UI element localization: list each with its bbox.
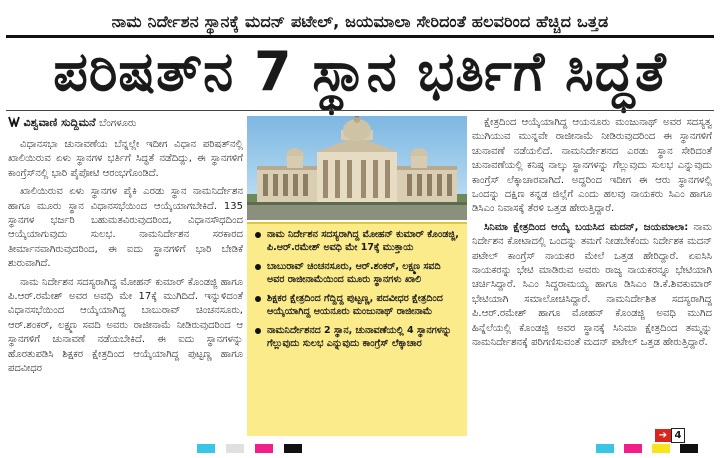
highlight-item	[253, 324, 461, 350]
right-paragraph-text: ನಾಮ ನಿರ್ದೇಶನ ಕೋಟಾದಲ್ಲಿ ಒಂದನ್ನು ತಮಗೆ ನೀಡಬೇಕೆಂದು ನಿರ್ದೇಶಕ ಮದನ್ ಪಟೇಲ್ ಕಾಂಗ್ರೆಸ್ ನಾಯಕರ ಮೇಲೆ ಒತ್ತಡ ಹೇರಿದ್ದಾರೆ. ಏಐಸಿಸಿ ನಾಯಕರನ್ನು ಭೇಟಿ ಮಾಡಿರುವ ಅವರು ರಾಜ್ಯ ನಾಯಕರನ್ನೂ ಭೇಟಿಯಾಗಿ ಚರ್ಚಿಸಿದ್ದಾರೆ. ಸಿಎಂ ಸಿದ್ದರಾಮಯ್ಯ ಹಾಗೂ ಡಿಸಿಎಂ ಡಿ.ಕೆ.ಶಿವಕುಮಾರ್ ಭೇಟಿಯಾಗಿ ಸಮಾಲೋಚಿಸಿದ್ದಾರೆ. ನಾಮನಿರ್ದೇಶಿತ ಸದಸ್ಯರಾಗಿದ್ದ ಪಿ.ಆರ್.ರಮೇಶ್ ಹಾಗೂ ಮೋಹನ್ ಕೊಂಡಜ್ಜಿ ಅವಧಿ ಮುಗಿದ ಹಿನ್ನೆಲೆಯಲ್ಲಿ ಕೊಂಡಜ್ಜಿ ಅವರ ಸ್ಥಾನಕ್ಕೆ ಸಿನಿಮಾ ಕ್ಷೇತ್ರದಿಂದ ತಮ್ಮನ್ನು ನಾಮನಿರ್ದೇಶನಕ್ಕೆ ಪರಿಗಣಿಸುವಂತೆ ಮದನ್ ಪಟೇಲ್ ಒತ್ತಡ ಹೇರುತ್ತಿದ್ದಾರೆ.	[472, 221, 712, 349]
bullet-icon	[255, 296, 261, 302]
registration-bar-black-2	[680, 444, 698, 453]
byline	[8, 116, 243, 134]
left-column	[8, 138, 243, 434]
registration-bar-yellow	[652, 444, 670, 453]
right-paragraph: ಕ್ಷೇತ್ರದಿಂದ ಆಯ್ಕೆಯಾಗಿದ್ದ ಆಯನೂರು ಮಂಜುನಾಥ್ ಅವರ ಸದಸ್ಯತ್ವ ಮುಗಿಯುವ ಮುನ್ನವೇ ರಾಜೀನಾಮೆ ನೀಡಿರುವುದರಿಂದ ಈ ಸ್ಥಾನಗಳಿಗೆ ಚುನಾವಣೆ ನಡೆಯಲಿದೆ. ನಾಮನಿರ್ದೇಶನದ ಎರಡು ಸ್ಥಾನ ಸೇರಿದಂತೆ ಚುನಾವಣೆಯಲ್ಲಿ ಕನಿಷ್ಠ ನಾಲ್ಕು ಸ್ಥಾನಗಳನ್ನು ಗೆಲ್ಲುವುದು ಸುಲಭ ಎನ್ನುವುದು ಕಾಂಗ್ರೆಸ್ ಲೆಕ್ಕಾಚಾರವಾಗಿದೆ. ಅದ್ದರಿಂದ ಇದೀಗ ಈ ಆರು ಸ್ಥಾನಗಳಲ್ಲಿ ಒಂದನ್ನು ದಕ್ಷಿಣ ಕನ್ನಡ ಜಿಲ್ಲೆಗೆ ಎಂದು ಹಲವು ನಾಯಕರು ಸಿಎಂ ಹಾಗೂ ಡಿಸಿಎಂ ನಿವಾಸಕ್ಕೆ ತೆರಳಿ ಒತ್ತಡ ಹೇರುತ್ತಿದ್ದಾರೆ.	[472, 117, 712, 215]
divider	[6, 110, 714, 111]
right-column	[472, 116, 712, 434]
registration-bar-magenta-2	[624, 444, 642, 453]
bullet-icon	[255, 328, 261, 334]
left-paragraph: ವಿಧಾನಸಭಾ ಚುನಾವಣೆಯ ಬೆನ್ನಲ್ಲೇ ಇದೀಗ ವಿಧಾನ ಪರಿಷತ್‌ನಲ್ಲಿ ಖಾಲಿಯಿರುವ ಏಳು ಸ್ಥಾನಗಳ ಭರ್ತಿಗೆ ಸಿದ್ಧತೆ ನಡೆದಿದ್ದು, ಈ ಸ್ಥಾನಗಳಿಗೆ ಕಾಂಗ್ರೆಸ್‌ನಲ್ಲಿ ಭಾರಿ ಪೈಪೋಟಿ ಆರಂಭಗೊಂಡಿದೆ.	[8, 139, 243, 179]
highlight-item	[253, 292, 461, 318]
highlight-text: ನಾಮನಿರ್ದೇಶನದ 2 ಸ್ಥಾನ, ಚುನಾವಣೆಯಲ್ಲಿ 4 ಸ್ಥಾನಗಳನ್ನು ಗೆಲ್ಲುವುದು ಸುಲಭ ಎನ್ನುವುದು ಕಾಂಗ್ರೆಸ್ ಲೆಕ್ಕಾಚಾರ	[267, 325, 452, 349]
headline: ಪರಿಷತ್‌ನ 7 ಸ್ಥಾನ ಭರ್ತಿಗೆ ಸಿದ್ಧತೆ	[53, 40, 667, 103]
left-paragraph: ನಾಮ ನಿರ್ದೇಶನ ಸದಸ್ಯರಾಗಿದ್ದ ಮೋಹನ್ ಕುಮಾರ್ ಕೊಂಡಜ್ಜಿ ಹಾಗೂ ಪಿ.ಆರ್.ರಮೇಶ್ ಅವರ ಅವಧಿ ಮೇ 17ಕ್ಕೆ ಮುಗಿದಿದೆ. ಇನ್ನುಳಿದಂತೆ ವಿಧಾನಸಭೆಯಿಂದ ಆಯ್ಕೆಯಾಗಿದ್ದ ಬಾಬುರಾವ್ ಚಿಂಚನಸೂರು, ಆರ್.ಶಂಕರ್, ಲಕ್ಷ್ಮಣ ಸವದಿ ಅವರು ರಾಜೀನಾಮೆ ನೀಡಿರುವುದರಿಂದ ಆ ಸ್ಥಾನಗಳಿಗೆ ಚುನಾವಣೆ ನಡೆಯಬೇಕಿದೆ. ಈ ಐದು ಸ್ಥಾನಗಳನ್ನು ಹೊರತುಪಡಿಸಿ ಶಿಕ್ಷಕರ ಕ್ಷೇತ್ರದಿಂದ ಆಯ್ಕೆಯಾಗಿದ್ದ ಪುಟ್ಟಣ್ಣ ಹಾಗೂ ಪದವೀಧರ	[8, 276, 243, 375]
page-number: 4	[671, 428, 685, 443]
page-arrow-icon: ➔	[655, 429, 671, 442]
byline-author: ವಿಶ್ವವಾಣಿ ಸುದ್ದಿಮನೆ	[23, 116, 96, 129]
kicker: ನಾಮ ನಿರ್ದೇಶನ ಸ್ಥಾನಕ್ಕೆ ಮದನ್ ಪಟೇಲ್, ಜಯಮಾಲಾ ಸೇರಿದಂತೆ ಹಲವರಿಂದ ಹೆಚ್ಚಿದ ಒತ್ತಡ	[111, 12, 609, 31]
registration-bar-cyan-2	[596, 444, 614, 453]
subhead: ಸಿನಿಮಾ ಕ್ಷೇತ್ರದಿಂದ ಆಯ್ಕೆ ಬಯಸಿದ ಮದನ್, ಜಯಮಾಲಾ:	[484, 221, 689, 233]
left-paragraph: ಖಾಲಿಯಿರುವ ಏಳು ಸ್ಥಾನಗಳ ಪೈಕಿ ಎರಡು ಸ್ಥಾನ ನಾಮನಿರ್ದೇಶನ ಹಾಗೂ ಮೂರು ಸ್ಥಾನ ವಿಧಾನಸಭೆಯಿಂದ ಆಯ್ಕೆಯಾಗಬೇಕಿದೆ. 135 ಸ್ಥಾನಗಳ ಭರ್ಜರಿ ಬಹುಮತವಿರುವುದರಿಂದ, ವಿಧಾನಸೌಧದಿಂದ ಆಯ್ಕೆಯಾಗುವುದು ಸುಲಭ. ನಾಮನಿರ್ದೇಶನ ಸರಕಾರದ ತೀರ್ಮಾನವಾಗಿರುವುದರಿಂದ, ಈ ಐದು ಸ್ಥಾನಗಳಿಗೆ ಭಾರಿ ಬೇಡಿಕೆ ಶುರುವಾಗಿದೆ.	[8, 186, 243, 270]
byline-logo-icon	[8, 116, 24, 129]
bullet-icon	[255, 232, 261, 238]
registration-bar-gray	[226, 444, 244, 453]
registration-bar-black	[284, 444, 302, 453]
registration-bar-magenta	[255, 444, 273, 453]
bullet-icon	[255, 264, 261, 270]
highlight-text: ಬಾಬುರಾವ್ ಚಿಂಚನಸೂರು, ಆರ್.ಶಂಕರ್, ಲಕ್ಷ್ಮಣ ಸವದಿ ಅವರ ರಾಜೀನಾಮೆಯಿಂದ ಮೂರು ಸ್ಥಾನಗಳು ಖಾಲಿ	[267, 261, 441, 285]
highlights-list	[253, 228, 461, 350]
highlight-item	[253, 260, 461, 286]
highlight-text: ಶಿಕ್ಷಕರ ಕ್ಷೇತ್ರದಿಂದ ಗೆದ್ದಿದ್ದ ಪುಟ್ಟಣ್ಣ, ಪದವೀಧರ ಕ್ಷೇತ್ರದಿಂದ ಆಯ್ಕೆಯಾಗಿದ್ದ ಆಯನೂರು ಮಂಜುನಾಥ್ ರಾಜೀನಾಮೆ	[267, 293, 443, 317]
highlight-item	[253, 228, 461, 254]
highlights-box	[247, 222, 467, 436]
byline-city: ಬೆಂಗಳೂರು	[99, 118, 137, 129]
right-paragraph-2	[472, 221, 712, 351]
vidhana-soudha-photo	[247, 116, 467, 220]
registration-bar-cyan	[197, 444, 215, 453]
highlight-text: ನಾಮ ನಿರ್ದೇಶನ ಸದಸ್ಯರಾಗಿದ್ದ ಮೋಹನ್ ಕುಮಾರ್ ಕೊಂಡಜ್ಜಿ, ಪಿ.ಆರ್.ರಮೇಶ್ ಅವಧಿ ಮೇ 17ಕ್ಕೆ ಮುಕ್ತಾಯ	[267, 229, 459, 253]
